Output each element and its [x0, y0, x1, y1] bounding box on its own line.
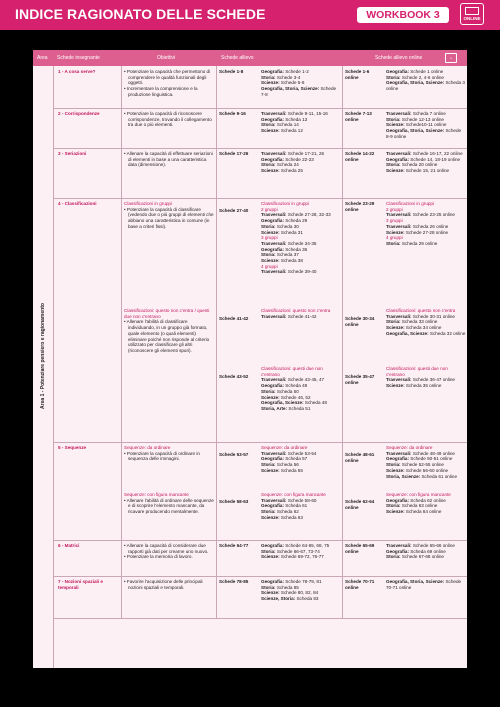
objectives: • Allenare la capacità di effettuare seriazioni di elementi in base a una caratteristica data (dimensione).: [124, 151, 213, 168]
table-row: [53, 442, 467, 541]
schede-online: Sequenze: con figura mancante Geografia: Scheda 62 online Storia: Scheda 63 online Scienze: Scheda 64 online: [386, 492, 451, 515]
schede-allievo: Trasversali: Schede 9-11, 15-16 Geografia: Scheda 13 Storia: Scheda 14 Scienze: Scheda 12: [261, 111, 328, 134]
section-title: 6 - Matrici: [58, 543, 80, 548]
schede-online: Classificazioni: questi due non c'entrano Trasversali: Schede 36-47 online Scienze: Scheda 35 online: [386, 366, 455, 389]
schede-code: Schede 17-26: [219, 151, 249, 156]
table-row: [53, 108, 467, 149]
schede-allievo: Trasversali: Schede 17-21, 26 Geografia: Schede 22-23 Storia: Scheda 24 Scienze: Scheda 25: [261, 151, 325, 174]
section-title: 5 - Sequenze: [58, 445, 87, 450]
schede-allievo: Classificazioni in gruppi 2 gruppi Trasversali: Schede 27-28, 32-33 Geografia: Scheda 29 Storia: Scheda 30 Scienze: Scheda 31 3 gruppi Trasversali: Schede 34-35 Geografia: Scheda 36 Storia: Scheda 37 Scienze: Scheda 38 4 gruppi Trasversali: Schede 39-40: [261, 201, 331, 275]
schede-allievo: Geografia: Schede 64-65, 68, 75 Storia: Schede 66-67, 73-74 Scienze: Schede 69-72, 76-77: [261, 543, 330, 560]
objectives: Classificazioni: questo non c'entra / questi due non c'entrano • Allenare l'abilità di classificare individuando, in un gruppo già formato, quale elemento (o quali elementi) eliminare poiché non risponde al criterio utilizzato per classificare gli altri (riconoscere gli elementi spuri).: [124, 308, 210, 353]
schede-online: Trasversali: Schede 65-66 online Geografia: Scheda 69 online Storia: Schede 67-68 online: [386, 543, 455, 560]
online-screen-icon: ▭: [445, 53, 457, 63]
online-code: Schede 1-6 online: [345, 69, 370, 80]
schede-code: Schede 64-77: [219, 543, 249, 548]
schede-online: Classificazioni: questo non c'entra Trasversali: Schede 30-31 online Storia: Scheda 33 online Scienze: Scheda 34 online Geografia, Scienze: Scheda 32 online: [386, 308, 466, 336]
online-code: Schede 35-47 online: [345, 374, 375, 385]
section-title: 1 - A cosa serve?: [58, 69, 96, 74]
table-row: [53, 66, 467, 109]
area-label: Area 1 - Potenziare pensiero e ragionamento: [40, 303, 46, 409]
schede-code: Schede 1-8: [219, 69, 244, 74]
table-row: [53, 540, 467, 577]
col-schede-insegnante: Schede insegnante: [57, 55, 100, 61]
page-title: INDICE RAGIONATO DELLE SCHEDE: [15, 6, 266, 22]
online-code: Schede 14-22 online: [345, 151, 375, 162]
online-code: Schede 62-64 online: [345, 499, 375, 510]
online-code: Schede 7-13 online: [345, 111, 372, 122]
schede-online: Trasversali: Schede 16-17, 22 online Geografia: Schede 14, 18-19 online Storia: Scheda 20 online Scienze: Schede 15, 21 online: [386, 151, 463, 174]
online-code: Schede 65-69 online: [345, 543, 375, 554]
objectives: • Favorire l'acquisizione delle principali nozioni spaziali e temporali.: [124, 579, 203, 590]
area-column: [33, 66, 54, 668]
section-title: 7 - Nozioni spaziali e temporali: [58, 579, 103, 590]
schede-code: Schede 78-85: [219, 579, 249, 584]
online-code: Schede 23-29 online: [345, 201, 375, 212]
objectives: • Potenziare la capacità che permettono di comprendere le qualità funzionali degli oggetti. • Incrementare la comprensione e la produzione linguistica.: [124, 69, 211, 97]
schede-code: Schede 27-40: [219, 208, 249, 213]
schede-code: Schede 9-16: [219, 111, 246, 116]
index-table: [33, 50, 467, 668]
header-bar: [0, 0, 500, 30]
schede-online: Classificazioni in gruppi 2 gruppi Trasversali: Schede 23-25 online 3 gruppi Trasversali: Scheda 26 online Scienze: Schede 27-28 online 4 gruppi Storia: Scheda 29 online: [386, 201, 455, 246]
schede-code: Schede 41-42: [219, 316, 249, 321]
objectives: Sequenze: con figura mancante • Allenare l'abilità di ordinare delle sequenze e di scoprire l'elemento mancante, da ricavare producendo mentalmente.: [124, 492, 214, 515]
online-icon: ONLINE: [460, 3, 484, 25]
table-row: [53, 576, 467, 619]
schede-allievo: Geografia: Schede 1-2 Storia: Schede 3-4 Scienze: Schede 5-6 Geografia, Storia, Scienze: Schede 7-8: [261, 69, 337, 97]
section-title: 4 - Classificazioni: [58, 201, 97, 206]
workbook-badge: WORKBOOK 3: [357, 7, 449, 23]
objectives: Sequenze: da ordinare • Potenziare la capacità di ordinare in sequenza delle immagini.: [124, 445, 200, 462]
objectives: • Potenziare la capacità di riconoscere corrispondenze, trovando il collegamento tra due o più elementi.: [124, 111, 212, 128]
section-title: 2 - Corrispondenze: [58, 111, 100, 116]
section-title: 3 - Seriazioni: [58, 151, 87, 156]
schede-allievo: Sequenze: da ordinare Trasversali: Schede 53-54 Geografia: Scheda 57 Storia: Scheda 56 Scienze: Scheda 55: [261, 445, 317, 473]
schede-allievo: Classificazioni: questo non c'entra Trasversali: Schede 41-42: [261, 308, 331, 319]
schede-allievo: Sequenze: con figura mancante Trasversali: Schede 58-60 Geografia: Scheda 61 Storia: Scheda 62 Scienze: Scheda 63: [261, 492, 326, 520]
col-obiettivi: Obiettivi: [157, 55, 176, 61]
schede-code: Schede 43-52: [219, 374, 249, 379]
col-schede-online: Schede allievo online: [375, 55, 423, 61]
table-row: [53, 148, 467, 199]
schede-code: Schede 53-57: [219, 452, 249, 457]
schede-allievo: Classificazioni: questi due non c'entrano Trasversali: Schede 43-45, 47 Geografia: Scheda 49 Storia: Scheda 50 Scienze: Schede 46, 52 Geografia, Scienze: Scheda 48 Storia, Arte: Scheda 51: [261, 366, 327, 411]
objectives: Classificazioni in gruppi • Potenziare la capacità di classificare (vedendo due o più gruppi di elementi che abbiano una caratteristica in comune (in base a criteri fissi).: [124, 201, 214, 229]
online-code: Schede 70-71 online: [345, 579, 375, 590]
schede-online: Sequenze: da ordinare Trasversali: Schede 48-49 online Geografia: Schede 50-51 online Storia: Schede 52-55 online Scienze: Schede 56-60 online Storia, Scienze: Scheda 61 online: [386, 445, 457, 479]
schede-online: Geografia, Storia, Scienze: Schede 70-71 online: [386, 579, 462, 590]
schede-allievo: Geografia: Schede 78-79, 81 Storia: Scheda 85 Scienze: Schede 80, 82, 84 Scienze, Storia: Scheda 83: [261, 579, 322, 602]
online-code: Schede 48-61 online: [345, 452, 375, 463]
objectives: • Allenare la capacità di considerare due rapporti già dati per crearne uno nuovo. • Potenziare la memoria di lavoro.: [124, 543, 209, 560]
table-row: [53, 198, 467, 443]
col-schede-allievo: Schede allievo: [221, 55, 254, 61]
col-area: Area: [37, 55, 48, 61]
schede-code: Schede 58-63: [219, 499, 249, 504]
schede-online: Geografia: Schede 1 online Storia: Schede 2, 4-6 online Geografia, Storia, Scienze: Scheda 3 online: [386, 69, 465, 92]
schede-online: Trasversali: Scheda 7 online Storia: Schede 12-13 online Scienze: Schede10-11 online Geografia, Storia, Scienze: Schede 8-9 online: [386, 111, 462, 139]
table-header: [33, 50, 467, 66]
online-code: Schede 30-34 online: [345, 316, 375, 327]
